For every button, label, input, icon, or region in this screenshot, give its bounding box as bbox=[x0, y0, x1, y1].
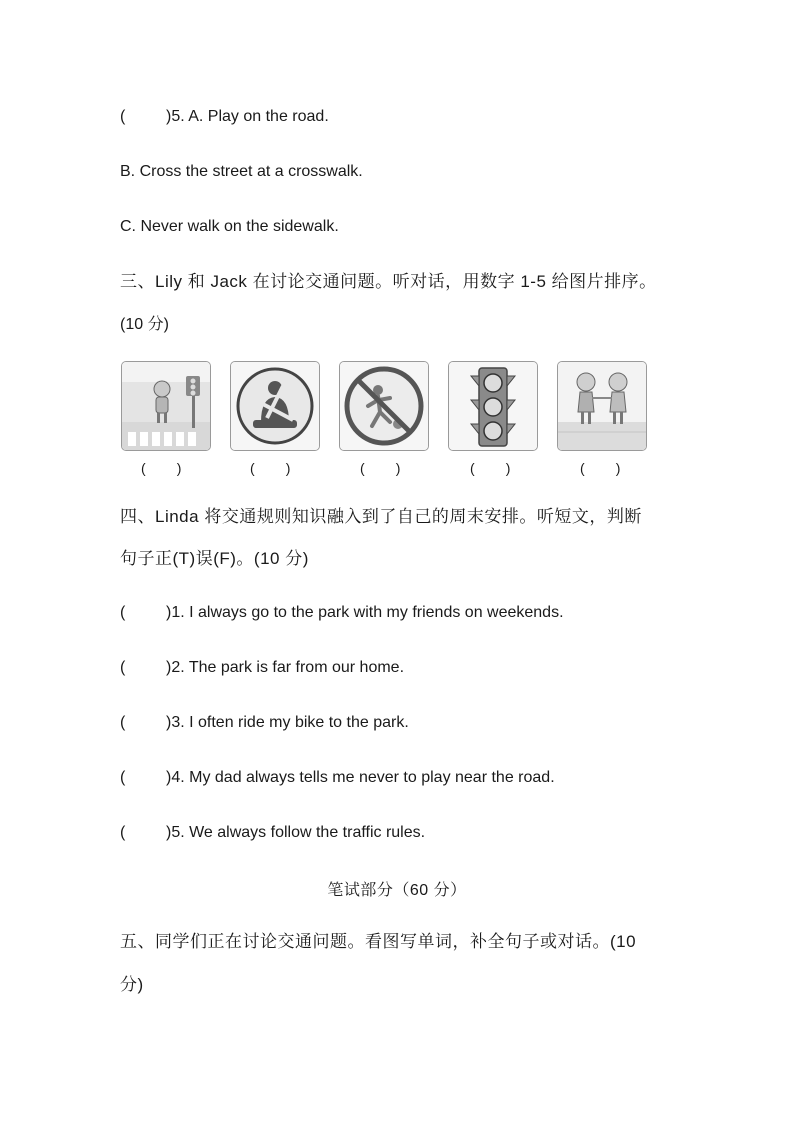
q5-line-a bbox=[120, 107, 329, 127]
q5-option-c: C. Never walk on the sidewalk. bbox=[120, 218, 339, 235]
list-item bbox=[120, 713, 409, 733]
answer-blank-2[interactable]: ( ) bbox=[250, 460, 291, 476]
section3-title: 三、Lily 和 Jack 在讨论交通问题。听对话，用数字 1-5 给图片排序。 bbox=[120, 272, 657, 291]
list-item bbox=[120, 823, 425, 843]
q5-option-a: )5. A. Play on the road. bbox=[166, 108, 329, 125]
section5-title: 五、同学们正在讨论交通问题。看图写单词，补全句子或对话。(10 bbox=[120, 932, 637, 951]
section4-title: 四、Linda 将交通规则知识融入到了自己的周末安排。听短文，判断 bbox=[120, 507, 642, 526]
q5-option-b: B. Cross the street at a crosswalk. bbox=[120, 163, 363, 180]
answer-blank-3[interactable]: ( ) bbox=[360, 460, 401, 476]
list-item bbox=[120, 658, 404, 678]
list-item bbox=[120, 603, 564, 623]
no-playing-sign-picture bbox=[339, 361, 429, 451]
answer-blank-1[interactable]: ( ) bbox=[141, 460, 182, 476]
two-girls-walking-picture bbox=[557, 361, 647, 451]
statement-text: )1. I always go to the park with my friends on weekends. bbox=[166, 604, 564, 621]
statement-text: )4. My dad always tells me never to play near the road. bbox=[166, 769, 555, 786]
answer-paren[interactable]: ( bbox=[120, 659, 126, 676]
section4-title-cont: 句子正(T)误(F)。(10 分) bbox=[120, 549, 309, 568]
section5-title-cont: 分) bbox=[120, 975, 144, 994]
answer-paren[interactable]: ( bbox=[120, 824, 126, 841]
section3-score: (10 分) bbox=[120, 316, 169, 333]
traffic-light-picture bbox=[448, 361, 538, 451]
answer-blank-5[interactable]: ( ) bbox=[580, 460, 621, 476]
girl-at-crosswalk-picture bbox=[121, 361, 211, 451]
statement-text: )2. The park is far from our home. bbox=[166, 659, 405, 676]
answer-paren[interactable]: ( bbox=[120, 714, 126, 731]
statement-text: )5. We always follow the traffic rules. bbox=[166, 824, 426, 841]
answer-blank-4[interactable]: ( ) bbox=[470, 460, 511, 476]
answer-paren[interactable]: ( bbox=[120, 108, 126, 125]
answer-paren[interactable]: ( bbox=[120, 769, 126, 786]
answer-paren[interactable]: ( bbox=[120, 604, 126, 621]
picture-row bbox=[121, 361, 651, 451]
statement-text: )3. I often ride my bike to the park. bbox=[166, 714, 409, 731]
written-part-heading: 笔试部分（60 分） bbox=[327, 882, 467, 899]
seat-belt-sign-picture bbox=[230, 361, 320, 451]
list-item bbox=[120, 768, 555, 788]
